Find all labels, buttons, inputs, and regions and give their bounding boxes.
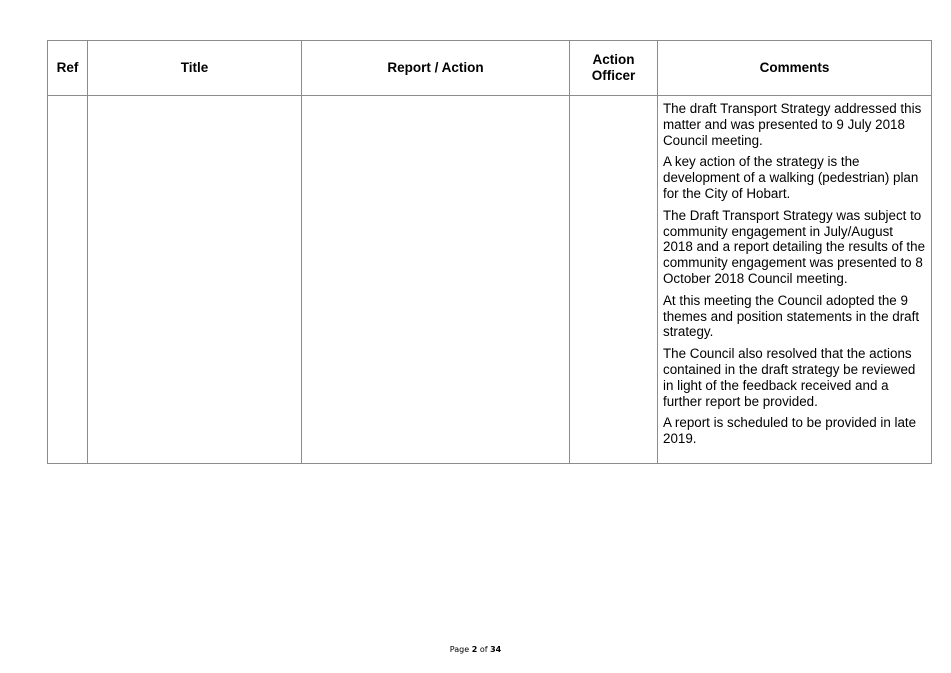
header-row [48,41,932,96]
page-footer [0,645,951,654]
table-row [48,96,932,464]
cell-title [88,96,302,464]
page-total: 34 [490,645,502,654]
header-comments: Comments [658,41,932,96]
header-action-officer [570,41,658,96]
header-title: Title [88,41,302,96]
cell-ref [48,96,88,464]
comment-paragraph: The Council also resolved that the actions contained in the draft strategy be reviewed in light of the feedback received and a further report be provided. [663,346,916,409]
cell-action-officer [570,96,658,464]
cell-report-action [302,96,570,464]
comment-paragraph: A key action of the strategy is the development of a walking (pedestrian) plan for the City of Hobart. [663,154,919,201]
table-header [48,41,932,96]
cell-comments [658,96,932,464]
comment-paragraph: The draft Transport Strategy addressed this matter and was presented to 9 July 2018 Council meeting. [663,101,922,148]
page-current: 2 [471,645,478,654]
comment-paragraph: At this meeting the Council adopted the 9 themes and position statements in the draft strategy. [663,292,920,340]
header-report-action: Report / Action [302,41,570,96]
page-of-label: of [479,645,488,654]
header-action-officer-line2: Officer [591,68,636,83]
page-label: Page [449,645,470,654]
comment-paragraph: The Draft Transport Strategy was subject to community engagement in July/August 2018 and a report detailing the results of the community engagement was presented to 8 October 2018 Council meeting. [663,207,926,286]
header-action-officer-line1: Action [592,52,635,67]
comment-paragraph: A report is scheduled to be provided in late 2019. [663,415,917,447]
table-body [48,96,932,464]
header-ref: Ref [48,41,88,96]
report-table [47,40,932,464]
